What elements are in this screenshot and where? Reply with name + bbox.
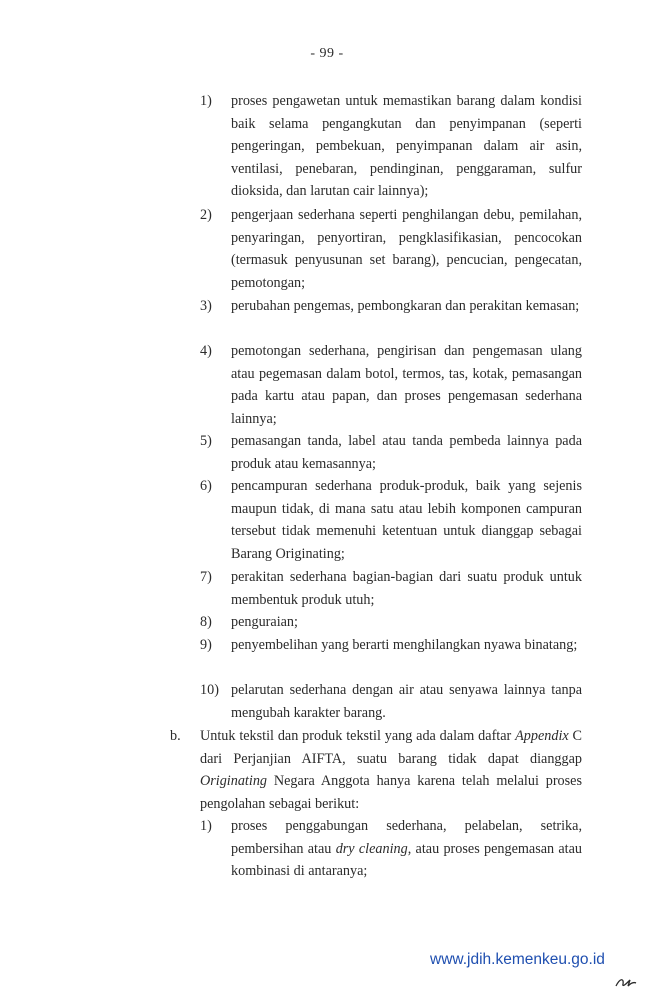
point-b-text-part-1: Untuk tekstil dan produk tekstil yang ada dalam daftar (200, 728, 512, 744)
list-item-number: 6) (200, 478, 212, 494)
signature-initial-icon (614, 974, 638, 990)
list-item-number: 1) (200, 93, 212, 109)
list-item-6 (200, 475, 582, 565)
point-b-item-1 (200, 815, 582, 883)
list-item-text: pemotongan sederhana, pengirisan dan pengemasan ulang atau pegemasan dalam botol, termos, tas, kotak, pemasangan pada kartu atau papan, dan proses pengemasan sederhana lainnya; (231, 343, 582, 427)
point-b-text (200, 725, 582, 815)
list-item-9 (200, 634, 582, 657)
list-item-number: 4) (200, 343, 212, 359)
point-b-text-part-3: Negara Anggota hanya karena telah melalui proses pengolahan sebagai berikut: (200, 773, 582, 812)
list-item-10 (200, 679, 582, 724)
point-b (170, 725, 582, 815)
list-item-text: perubahan pengemas, pembongkaran dan perakitan kemasan; (231, 298, 580, 314)
footer-url[interactable]: www.jdih.kemenkeu.go.id (430, 951, 605, 968)
list-item-text: pelarutan sederhana dengan air atau senyawa lainnya tanpa mengubah karakter barang. (231, 682, 582, 721)
list-item-number: 10) (200, 682, 219, 698)
point-letter: b. (170, 728, 181, 744)
list-item-number: 9) (200, 637, 212, 653)
sub-item-text-part-1: proses penggabungan sederhana, pelabelan, setrika, pembersihan atau (231, 818, 582, 857)
list-item-number: 2) (200, 207, 212, 223)
list-item-number: 1) (200, 818, 212, 834)
list-item-3 (200, 295, 582, 318)
list-item-text: pemasangan tanda, label atau tanda pembeda lainnya pada produk atau kemasannya; (231, 433, 582, 472)
list-item-text: penyembelihan yang berarti menghilangkan nyawa binatang; (231, 637, 578, 653)
list-item-number: 3) (200, 298, 212, 314)
point-b-text-part-2: C dari Perjanjian AIFTA, suatu barang tidak dapat dianggap (200, 728, 582, 767)
list-item-2 (200, 204, 582, 294)
list-item-5 (200, 430, 582, 475)
sub-item-text-part-2: , atau proses pengemasan atau kombinasi di antaranya; (231, 840, 583, 880)
appendix-term: Appendix (515, 728, 569, 744)
list-item-8 (200, 611, 582, 634)
list-item-text: proses pengawetan untuk memastikan barang dalam kondisi baik selama pengangkutan dan penyimpanan (seperti pengeringan, pembekuan, penyimpanan dalam air asin, ventilasi, penebaran, pendinginan, penggaraman, sulfur dioksida, dan larutan cair lainnya); (231, 93, 582, 200)
list-item-1 (200, 90, 582, 203)
dry-cleaning-term: dry cleaning (335, 840, 408, 857)
list-item-text: pencampuran sederhana produk-produk, baik yang sejenis maupun tidak, di mana satu atau lebih komponen campuran tersebut tidak memenuhi ketentuan untuk dianggap sebagai Barang Originating; (231, 478, 582, 562)
list-item-4 (200, 340, 582, 430)
list-item-number: 8) (200, 614, 212, 630)
list-item-text: penguraian; (231, 614, 298, 630)
originating-term: Originating (200, 773, 268, 790)
list-item-text: perakitan sederhana bagian-bagian dari suatu produk untuk membentuk produk utuh; (231, 569, 582, 608)
list-item-text: pengerjaan sederhana seperti penghilangan debu, pemilahan, penyaringan, penyortiran, pengklasifikasian, pencocokan (termasuk penyusunan set barang), pencucian, pengecatan, pemotongan; (231, 207, 582, 291)
page-number: - 99 - (310, 46, 344, 61)
list-item-number: 7) (200, 569, 212, 585)
list-item-number: 5) (200, 433, 212, 449)
list-item-text (231, 815, 582, 883)
list-item-7 (200, 566, 582, 611)
